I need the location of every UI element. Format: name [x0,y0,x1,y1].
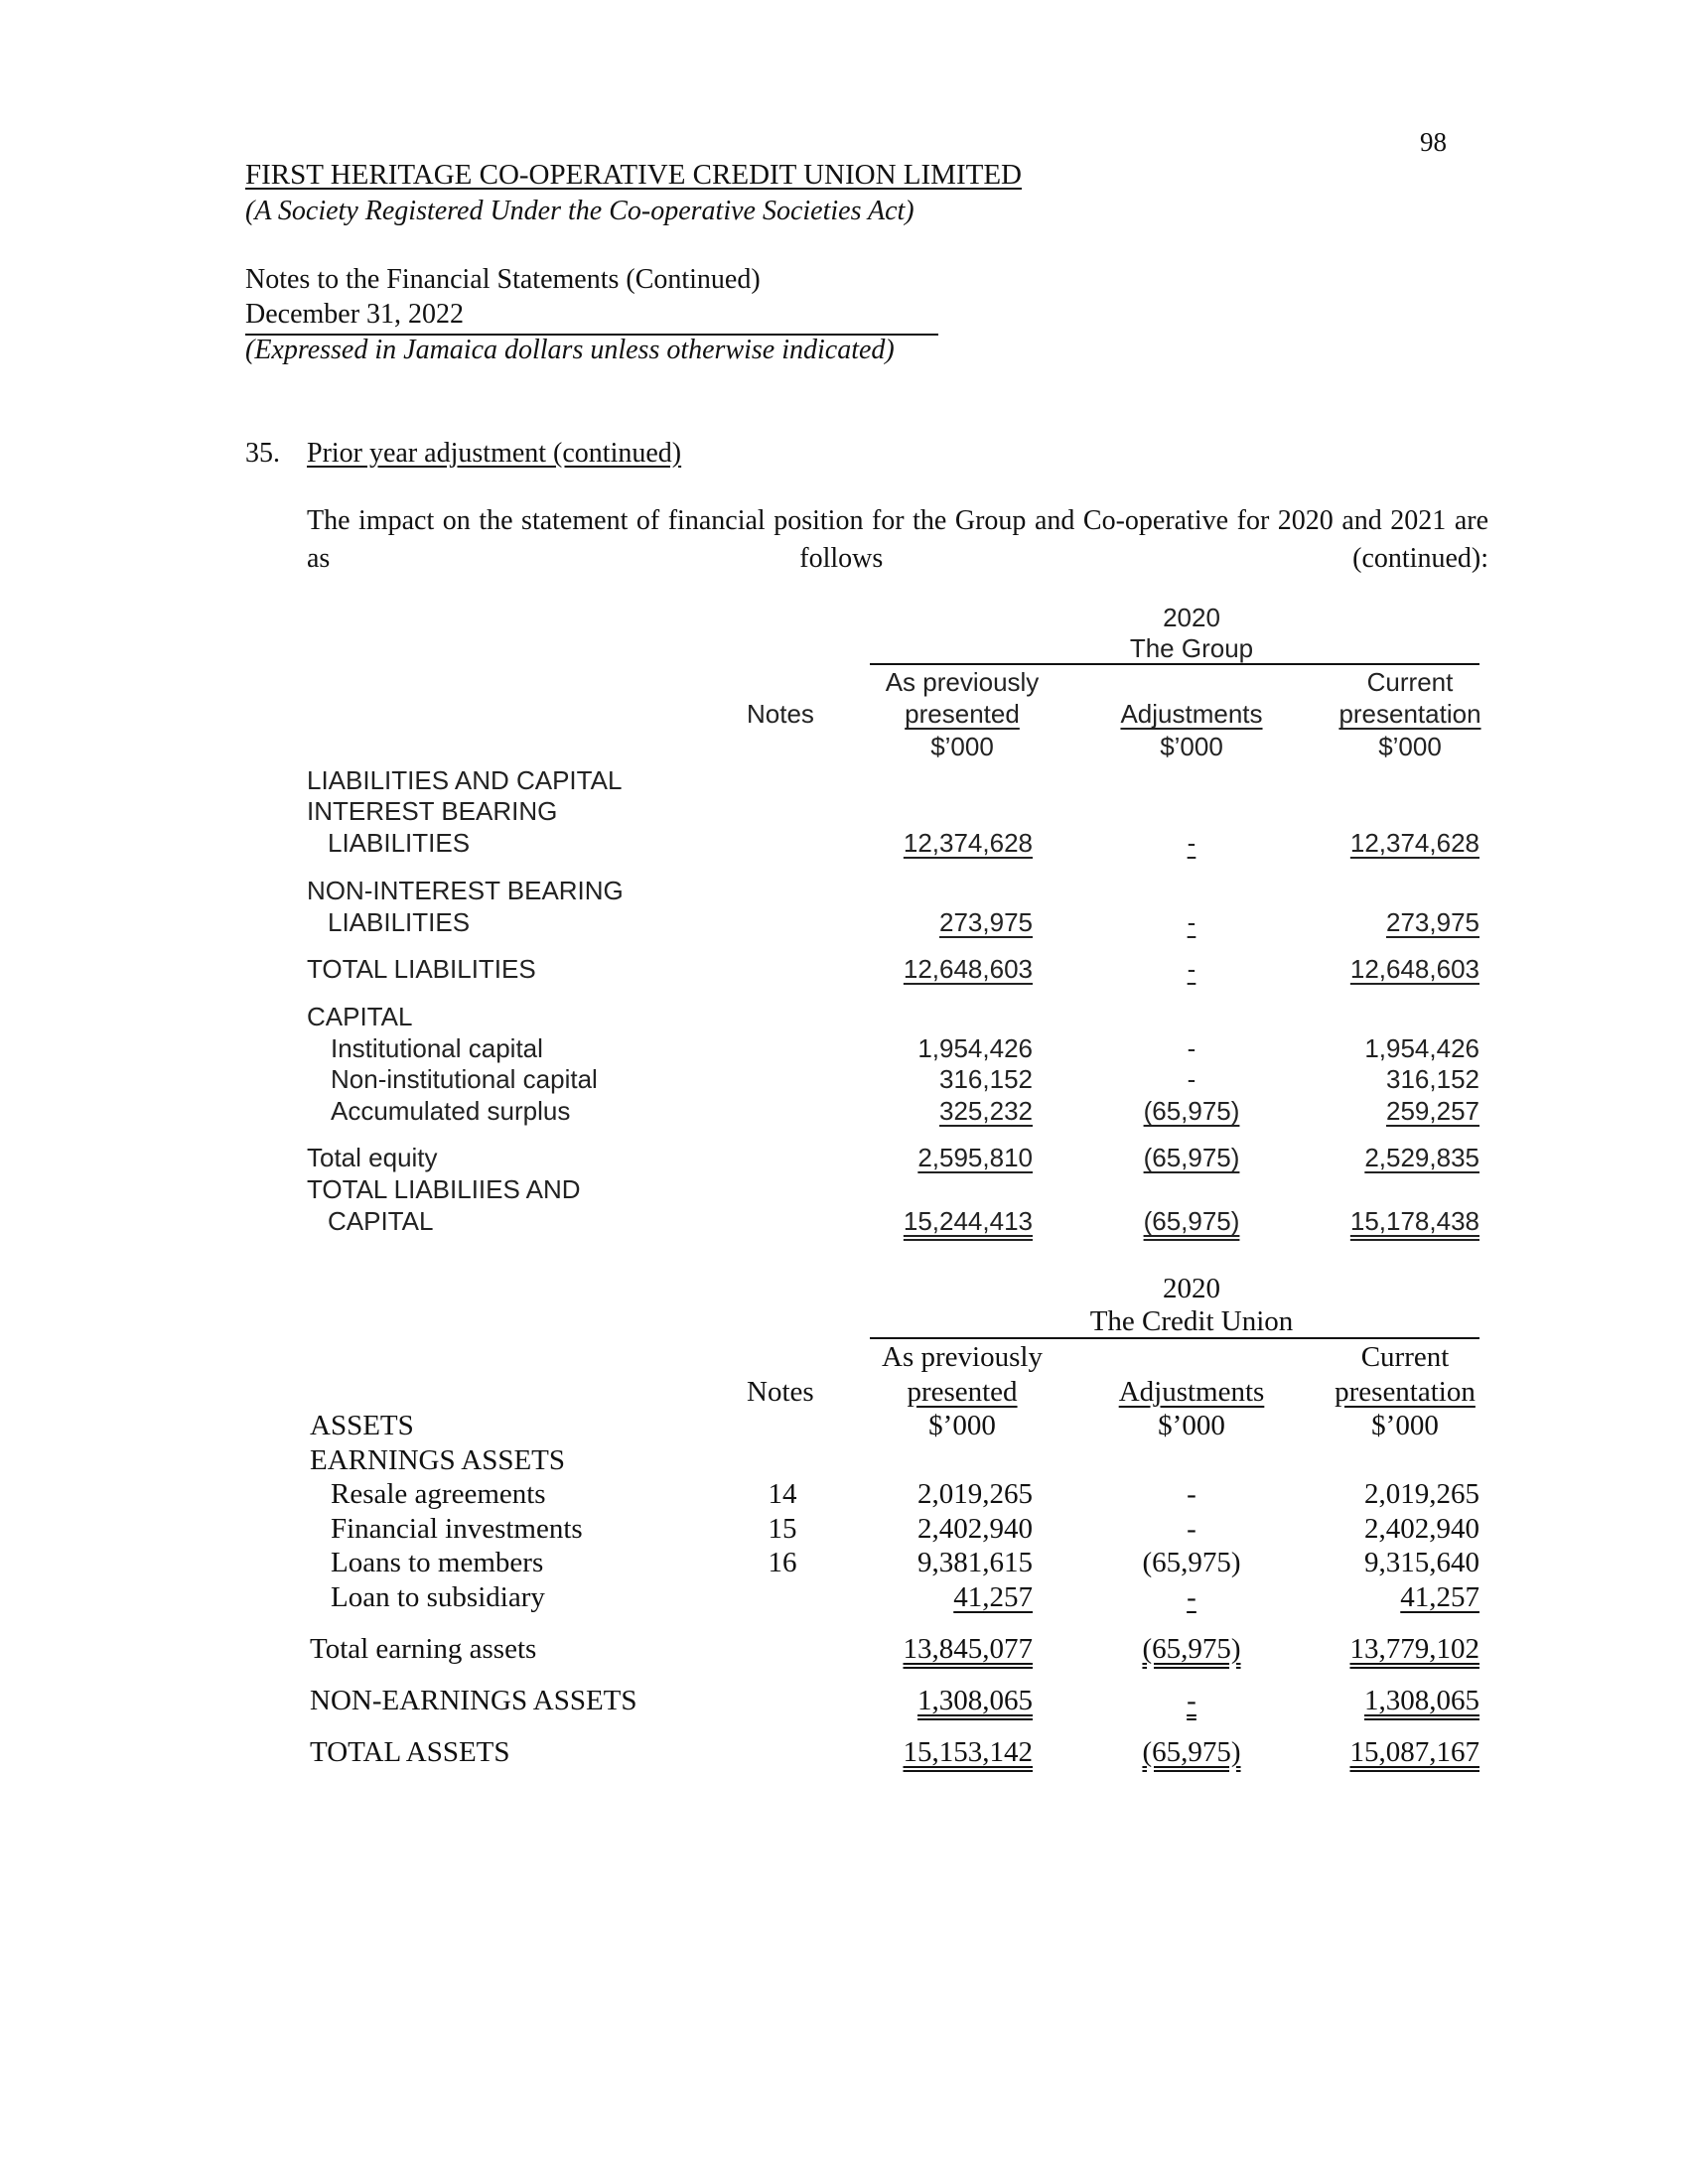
col1-header-line2: presented [907,1376,1018,1408]
value-cell: 273,975 [1386,907,1479,937]
col2-unit: $’000 [1160,732,1223,761]
value-cell: 15,178,438 [1349,1206,1479,1236]
value-cell: 1,954,426 [1364,1033,1479,1063]
value-cell: 12,648,603 [1349,954,1479,984]
col2-unit: $’000 [1158,1410,1225,1441]
value-cell: 2,402,940 [917,1513,1033,1545]
col1-unit: $’000 [928,1410,996,1441]
value-cell: (65,975) [1142,1633,1241,1665]
row-label: NON-EARNINGS ASSETS [310,1685,637,1716]
value-cell: - [1187,1064,1196,1094]
col2-header: Adjustments [1120,699,1263,729]
row-heading: LIABILITIES AND CAPITAL [307,765,623,795]
col3-header-line1: Current [1360,1341,1450,1373]
value-cell: 13,845,077 [903,1633,1033,1665]
table-entity: The Group [1129,633,1254,663]
value-cell: 15,087,167 [1349,1736,1479,1768]
registration-note: (A Society Registered Under the Co-operative Societies Act) [245,196,914,226]
value-cell: 1,954,426 [917,1033,1033,1063]
note-ref: 14 [768,1478,797,1510]
value-cell: 15,244,413 [903,1206,1033,1236]
value-cell: 12,648,603 [903,954,1033,984]
value-cell: (65,975) [1143,1206,1240,1236]
note-ref: 16 [768,1547,797,1578]
row-label: LIABILITIES [328,907,471,937]
value-cell: 316,152 [1386,1064,1479,1094]
value-cell: 12,374,628 [1349,828,1479,858]
value-cell: 1,308,065 [1364,1685,1479,1716]
row-label: Institutional capital [331,1033,543,1063]
row-label: Total earning assets [310,1633,537,1665]
section-intro: The impact on the statement of financial position for the Group and Co-operative for 2020 and 2021 are as follows (continued): [307,505,1488,574]
table-year: 2020 [1163,603,1220,632]
col1-header-line2: presented [905,699,1020,729]
col3-header-line2: presentation [1338,699,1481,729]
value-cell: 9,315,640 [1364,1547,1479,1578]
row-label: Non-institutional capital [331,1064,598,1094]
header-rule [870,1337,1479,1339]
value-cell: - [1187,1581,1196,1613]
table-entity: The Credit Union [1089,1305,1294,1337]
value-cell: 2,529,835 [1364,1143,1479,1172]
row-heading: EARNINGS ASSETS [310,1444,566,1476]
section-title: Prior year adjustment (continued) [307,438,682,469]
note-ref: 15 [768,1513,797,1545]
row-label: INTEREST BEARING [307,796,558,826]
table-year: 2020 [1163,1273,1220,1304]
value-cell: (65,975) [1143,1096,1240,1126]
row-label: Loans to members [331,1547,544,1578]
value-cell: (65,975) [1142,1547,1241,1578]
value-cell: 2,019,265 [1364,1478,1479,1510]
value-cell: - [1187,1685,1196,1716]
value-cell: 325,232 [939,1096,1033,1126]
value-cell: 2,402,940 [1364,1513,1479,1545]
value-cell: 15,153,142 [903,1736,1033,1768]
value-cell: - [1187,1033,1196,1063]
row-label: LIABILITIES [328,828,471,858]
row-heading: ASSETS [310,1410,414,1441]
col3-header-line1: Current [1366,667,1454,697]
value-cell: 273,975 [939,907,1033,937]
value-cell: 12,374,628 [903,828,1033,858]
value-cell: - [1187,907,1196,937]
row-label: NON-INTEREST BEARING [307,876,624,905]
value-cell: 259,257 [1386,1096,1479,1126]
value-cell: - [1187,1513,1196,1545]
col3-unit: $’000 [1371,1410,1439,1441]
header-rule [870,663,1479,665]
row-label: TOTAL ASSETS [310,1736,510,1768]
row-label: TOTAL LIABILITIES [307,954,536,984]
value-cell: 2,595,810 [917,1143,1033,1172]
company-name: FIRST HERITAGE CO-OPERATIVE CREDIT UNION LIMITED [245,159,1022,191]
section-number: 35. [245,438,280,469]
col3-unit: $’000 [1378,732,1442,761]
value-cell: - [1187,1478,1196,1510]
notes-column-header: Notes [747,1376,814,1408]
value-cell: 41,257 [953,1581,1033,1613]
value-cell: (65,975) [1142,1736,1241,1768]
notes-title: Notes to the Financial Statements (Continued) [245,264,761,295]
col1-unit: $’000 [930,732,994,761]
row-label: Loan to subsidiary [331,1581,545,1613]
value-cell: 9,381,615 [917,1547,1033,1578]
row-label: Financial investments [331,1513,583,1545]
col3-header-line2: presentation [1335,1376,1476,1408]
notes-column-header: Notes [747,699,814,729]
col1-header-line1: As previously [882,1341,1043,1373]
row-label: TOTAL LIABILIIES AND [307,1174,581,1204]
value-cell: - [1187,954,1196,984]
row-label: Total equity [307,1143,438,1172]
value-cell: - [1187,828,1196,858]
statement-date: December 31, 2022 [245,299,938,336]
value-cell: 2,019,265 [917,1478,1033,1510]
row-label: Resale agreements [331,1478,546,1510]
currency-note: (Expressed in Jamaica dollars unless otherwise indicated) [245,335,895,365]
value-cell: 1,308,065 [917,1685,1033,1716]
row-label: CAPITAL [328,1206,434,1236]
row-label: Accumulated surplus [331,1096,571,1126]
row-heading: CAPITAL [307,1002,413,1031]
page-number: 98 [1420,127,1447,157]
col1-header-line1: As previously [885,667,1040,697]
col2-header: Adjustments [1118,1376,1265,1408]
value-cell: (65,975) [1143,1143,1240,1172]
value-cell: 41,257 [1400,1581,1479,1613]
value-cell: 13,779,102 [1349,1633,1479,1665]
value-cell: 316,152 [939,1064,1033,1094]
